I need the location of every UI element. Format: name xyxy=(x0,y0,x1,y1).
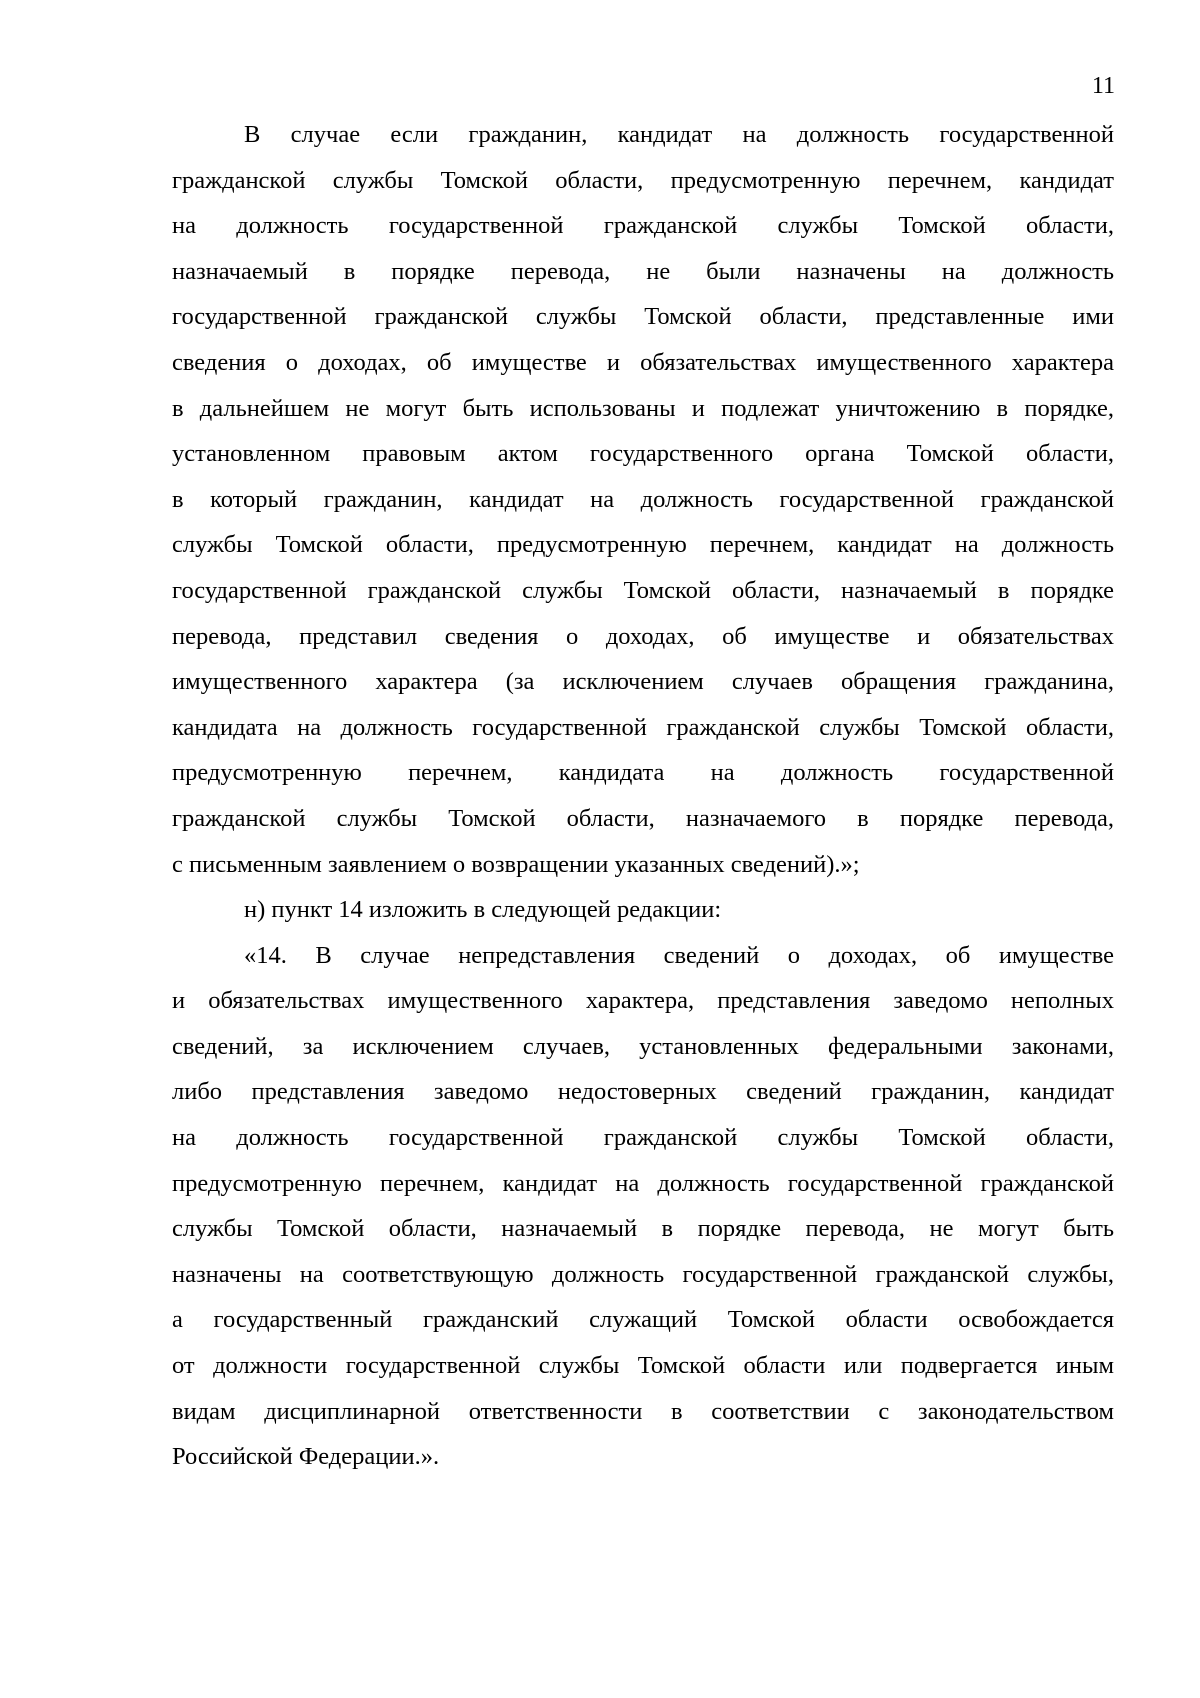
text-line: Российской Федерации.». xyxy=(172,1443,440,1471)
text-line: назначаемый в порядке перевода, не были назначены на должность xyxy=(172,257,1114,285)
text-line: сведений, за исключением случаев, установленных федеральными законами, xyxy=(172,1032,1114,1060)
page-number: 11 xyxy=(1091,73,1115,99)
text-line: В случае если гражданин, кандидат на должность государственной xyxy=(244,121,1114,148)
text-line: службы Томской области, назначаемый в порядке перевода, не могут быть xyxy=(172,1215,1114,1243)
text-line: либо представления заведомо недостоверных сведений гражданин, кандидат xyxy=(172,1078,1114,1106)
text-line: перевода, представил сведения о доходах, об имуществе и обязательствах xyxy=(172,622,1114,650)
text-line: на должность государственной гражданской службы Томской области, xyxy=(172,1124,1114,1152)
text-line: службы Томской области, предусмотренную перечнем, кандидат на должность xyxy=(172,531,1114,559)
text-line: н) пункт 14 изложить в следующей редакции: xyxy=(244,896,722,924)
text-line: предусмотренную перечнем, кандидата на должность государственной xyxy=(172,759,1114,787)
text-line: гражданской службы Томской области, предусмотренную перечнем, кандидат xyxy=(172,166,1114,194)
document-body xyxy=(172,112,1114,1480)
paragraph xyxy=(172,933,1114,1480)
text-line: предусмотренную перечнем, кандидат на должность государственной гражданской xyxy=(172,1169,1114,1197)
text-line: имущественного характера (за исключением случаев обращения гражданина, xyxy=(172,668,1114,696)
text-line: гражданской службы Томской области, назначаемого в порядке перевода, xyxy=(172,804,1114,832)
text-line: видам дисциплинарной ответственности в соответствии с законодательством xyxy=(172,1397,1114,1425)
text-line: а государственный гражданский служащий Томской области освобождается xyxy=(172,1306,1114,1334)
text-line: государственной гражданской службы Томской области, представленные ими xyxy=(172,303,1114,331)
text-line: сведения о доходах, об имуществе и обязательствах имущественного характера xyxy=(172,348,1114,376)
text-line: на должность государственной гражданской службы Томской области, xyxy=(172,212,1114,240)
paragraph xyxy=(172,887,1114,933)
text-line: в который гражданин, кандидат на должность государственной гражданской xyxy=(172,485,1114,513)
text-line: с письменным заявлением о возвращении указанных сведений).»; xyxy=(172,850,860,878)
paragraph xyxy=(172,112,1114,887)
text-line: от должности государственной службы Томской области или подвергается иным xyxy=(172,1352,1114,1380)
text-line: назначены на соответствующую должность государственной гражданской службы, xyxy=(172,1260,1114,1288)
text-line: государственной гражданской службы Томской области, назначаемый в порядке xyxy=(172,576,1114,604)
text-line: и обязательствах имущественного характера, представления заведомо неполных xyxy=(172,987,1114,1015)
text-line: кандидата на должность государственной гражданской службы Томской области, xyxy=(172,713,1114,741)
text-line: в дальнейшем не могут быть использованы и подлежат уничтожению в порядке, xyxy=(172,394,1114,422)
text-line: установленном правовым актом государственного органа Томской области, xyxy=(172,440,1114,468)
text-line: «14. В случае непредставления сведений о доходах, об имуществе xyxy=(244,941,1114,969)
